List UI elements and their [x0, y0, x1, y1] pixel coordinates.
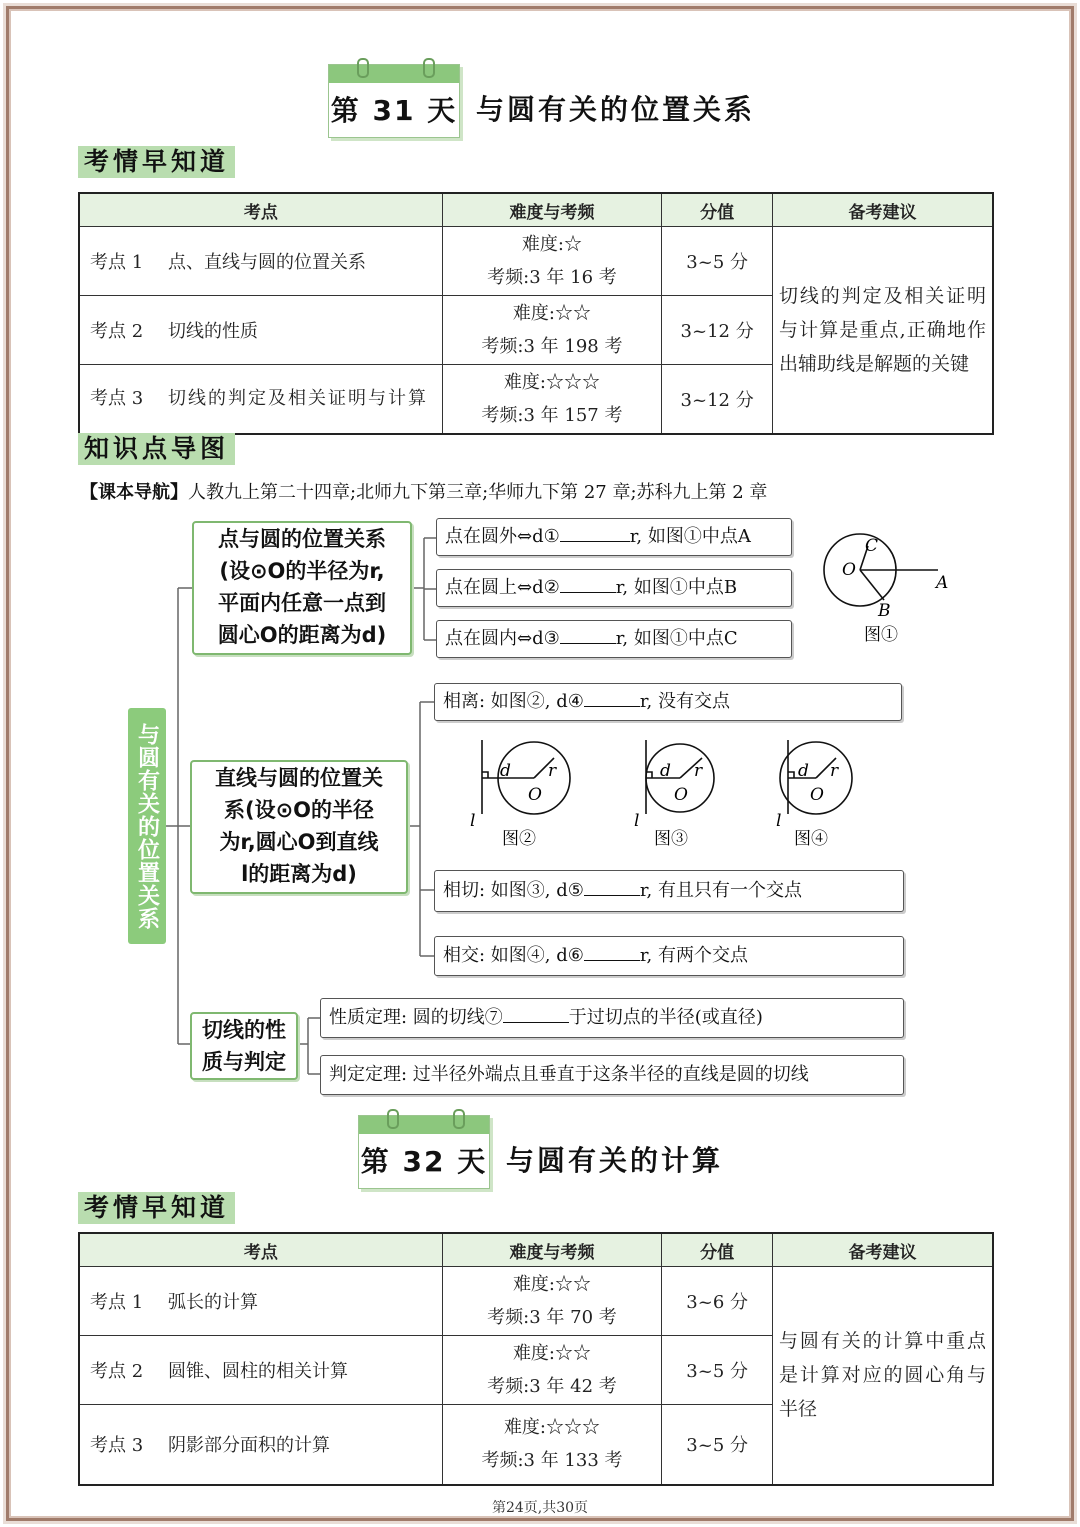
day31-section-mindmap: 知识点导图 [78, 433, 235, 465]
leaf-on [436, 569, 792, 607]
leaf-text: r, 如图①中点C [615, 628, 738, 649]
branch-tangent [190, 1012, 298, 1080]
fig1-label: C [865, 536, 879, 556]
table-header: 考点 [79, 1233, 442, 1267]
branch-line: l的距离为d) [241, 862, 357, 886]
table-row [79, 1267, 993, 1336]
leaf-text: r, 没有交点 [639, 691, 730, 712]
day32-title: 与圆有关的计算 [506, 1144, 724, 1177]
fig2-label: O [528, 785, 542, 805]
leaf-text: 判定定理: 过半径外端点且垂直于这条半径的直线是圆的切线 [329, 1064, 809, 1085]
table-header: 备考建议 [773, 1233, 993, 1267]
point-number: 考点 3 [90, 1435, 144, 1457]
leaf-text: r, 如图①中点B [615, 577, 738, 598]
score: 3~12 分 [662, 365, 773, 435]
leaf-text: 于过切点的半径(或直径) [568, 1007, 763, 1028]
leaf-text: 点在圆上⇔d② [445, 577, 560, 598]
fig2-label: l [470, 811, 476, 831]
day31-title: 与圆有关的位置关系 [476, 93, 756, 126]
page-footer: 第24页,共30页 [491, 1500, 589, 1516]
frequency: 考频:3 年 157 考 [481, 405, 623, 426]
leaf-property [320, 998, 904, 1038]
difficulty: 难度:☆☆ [512, 1343, 592, 1364]
point-name: 切线的性质 [168, 321, 258, 342]
table-header: 分值 [662, 1233, 773, 1267]
advice: 与圆有关的计算中重点是计算对应的圆心角与半径 [773, 1267, 993, 1485]
difficulty: 难度:☆☆ [512, 1274, 592, 1295]
day31-calendar-icon [328, 64, 460, 138]
frequency: 考频:3 年 133 考 [481, 1450, 623, 1472]
leaf-text: 点在圆外⇔d① [445, 526, 560, 547]
mindmap-root: 与圆有关的位置关系 [128, 708, 166, 944]
frequency: 考频:3 年 16 考 [487, 267, 617, 288]
point-name: 切线的判定及相关证明与计算 [168, 388, 428, 409]
branch-line: 切线的性 [202, 1018, 286, 1042]
leaf-inside [436, 620, 792, 658]
leaf-intersect [434, 936, 904, 976]
fig3-caption: 图③ [654, 829, 688, 849]
day32-label: 第 32 天 [360, 1145, 488, 1178]
table-header: 难度与考频 [442, 1233, 662, 1267]
table-header: 备考建议 [773, 193, 993, 227]
fig2-caption: 图② [502, 829, 536, 849]
point-number: 考点 1 [90, 252, 144, 273]
frequency: 考频:3 年 42 考 [487, 1376, 617, 1397]
fig4-label: O [810, 785, 824, 805]
figures-2-4 [462, 734, 882, 854]
point-number: 考点 3 [90, 388, 144, 409]
leaf-text: 相离: 如图②, d④ [443, 691, 584, 712]
nav-label: 【课本导航】 [80, 482, 188, 503]
table-header: 难度与考频 [442, 193, 662, 227]
branch-point-circle [192, 521, 412, 655]
branch-line: 圆心O的距离为d) [217, 623, 387, 647]
fig3-label: r [694, 761, 703, 781]
day31-exam-table [78, 192, 994, 435]
point-name: 弧长的计算 [168, 1292, 258, 1313]
nav-text: 人教九上第二十四章;北师九下第三章;华师九下第 27 章;苏科九上第 2 章 [188, 482, 768, 503]
day31-banner [328, 64, 778, 136]
score: 3~12 分 [662, 296, 773, 365]
branch-line: 为r,圆心O到直线 [219, 830, 379, 854]
leaf-text: r, 如图①中点A [629, 526, 751, 547]
day32-banner [358, 1115, 758, 1187]
difficulty: 难度:☆☆☆ [503, 372, 600, 393]
leaf-text: 性质定理: 圆的切线⑦ [329, 1007, 503, 1028]
score: 3~5 分 [662, 227, 773, 296]
point-name: 阴影部分面积的计算 [168, 1435, 330, 1457]
fig2-label: r [548, 761, 557, 781]
fig1-label: B [878, 601, 891, 621]
point-number: 考点 2 [90, 321, 144, 342]
point-name: 点、直线与圆的位置关系 [168, 252, 366, 273]
leaf-text: r, 有两个交点 [639, 945, 748, 966]
table-row [79, 227, 993, 296]
point-number: 考点 2 [90, 1361, 144, 1382]
difficulty: 难度:☆☆ [512, 303, 591, 324]
leaf-text: 相切: 如图③, d⑤ [443, 880, 584, 901]
day32-exam-table [78, 1232, 994, 1486]
fig4-label: d [798, 761, 809, 781]
frequency: 考频:3 年 70 考 [487, 1307, 617, 1328]
frequency: 考频:3 年 198 考 [481, 336, 623, 357]
day32-calendar-icon [358, 1115, 490, 1189]
leaf-tangent [434, 870, 904, 912]
fig4-label: r [830, 761, 839, 781]
difficulty: 难度:☆ [521, 234, 582, 255]
figure-1 [812, 528, 962, 648]
point-name: 圆锥、圆柱的相关计算 [168, 1361, 348, 1382]
leaf-text: r, 有且只有一个交点 [639, 880, 802, 901]
leaf-outside [436, 518, 792, 556]
fig4-caption: 图④ [794, 829, 828, 849]
leaf-determination [320, 1055, 904, 1095]
branch-line: 直线与圆的位置关 [215, 766, 383, 790]
leaf-text: 相交: 如图④, d⑥ [443, 945, 584, 966]
day31-label: 第 31 天 [330, 94, 458, 127]
leaf-text: 点在圆内⇔d③ [445, 628, 560, 649]
fig4-label: l [776, 811, 782, 831]
branch-line: (设⊙O的半径为r, [219, 559, 385, 583]
fig1-label: O [842, 560, 856, 580]
score: 3~6 分 [662, 1267, 773, 1336]
advice: 切线的判定及相关证明与计算是重点,正确地作出辅助线是解题的关键 [773, 227, 993, 435]
point-number: 考点 1 [90, 1292, 144, 1313]
fig3-label: O [674, 785, 688, 805]
fig3-label: l [634, 811, 640, 831]
branch-line: 点与圆的位置关系 [218, 527, 386, 551]
score: 3~5 分 [662, 1405, 773, 1485]
difficulty: 难度:☆☆☆ [503, 1417, 601, 1439]
fig2-label: d [500, 761, 511, 781]
score: 3~5 分 [662, 1336, 773, 1405]
branch-line: 系(设⊙O的半径 [223, 798, 375, 822]
leaf-separate [434, 683, 902, 721]
textbook-nav [80, 478, 767, 504]
day31-section-kaoqing: 考情早知道 [78, 146, 235, 178]
day32-section-kaoqing: 考情早知道 [78, 1192, 235, 1224]
table-header: 考点 [79, 193, 442, 227]
fig1-caption: 图① [864, 625, 898, 645]
fig3-label: d [660, 761, 671, 781]
branch-line: 平面内任意一点到 [218, 591, 386, 615]
table-header: 分值 [662, 193, 773, 227]
branch-line: 质与判定 [202, 1050, 286, 1074]
branch-line-circle [190, 760, 408, 894]
fig1-label: A [936, 573, 949, 593]
